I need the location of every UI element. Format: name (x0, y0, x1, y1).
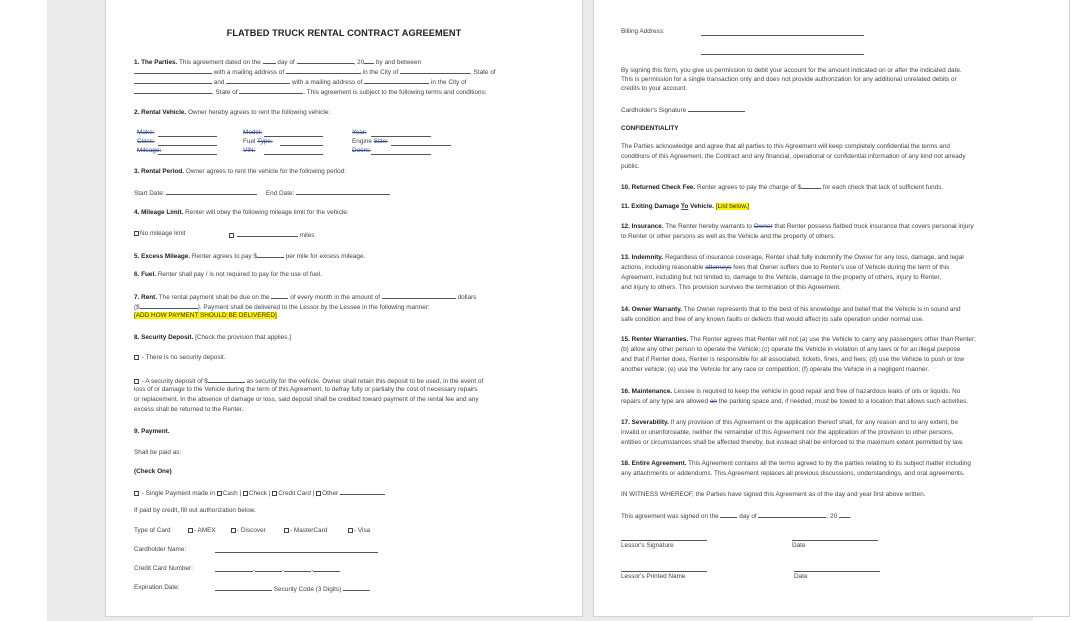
payment-single-line[interactable]: - Single Payment made in Cash | Check | Credit Card | Other (134, 487, 385, 499)
security-deposit-line: 8. Security Deposit. [Check the provision that applies.] (134, 334, 292, 341)
indemnity-line-1: 13. Indemnity. Regardless of insurance coverage, Renter shall fully indemnify the Owner for any loss, damage, and legal (621, 254, 964, 261)
auth-line-2: This is permission for a single transaction only and does not provide authorization for any additional unrelated debits or (621, 76, 957, 83)
indemnity-line-2: actions, including reasonable attorneys fees that Owner suffers due to Renter's use of Vehicle during the term of this (621, 264, 950, 271)
auth-line-3: credits to your account. (621, 85, 688, 92)
check-checkbox[interactable] (243, 491, 248, 496)
payment-paid-as: Shall be paid as: (134, 449, 182, 456)
indemnity-line-4: and injury to others. This provision survives the termination of this Agreement. (621, 284, 841, 291)
owner-warranty-line-1: 14. Owner Warranty. The Owner represents that to the best of his knowledge and belief that the Vehicle is in sound and (621, 306, 961, 313)
rent-line-2: ($ ). Payment shall be delivered to the Lessor by the Lessee in the following manner: (134, 301, 430, 313)
card-discover-option[interactable]: - Discover (231, 526, 266, 536)
renter-warranties-line-3: and that if Renter does, Renter is responsible for all associated, tickets, fines, and fees; (d) use the Vehicle to push or tow (621, 356, 965, 363)
auth-line-1: By signing this form, you give us permission to debit your account for the amount indicated on or after the indicated date. (621, 67, 962, 74)
card-mastercard-option[interactable]: - MasterCard (284, 526, 327, 536)
deposit-line-3: or replacement. In the absence of damage or loss, said deposit shall be credited toward payment of the rental fee and any (134, 396, 479, 403)
maintenance-line-2: repairs of any type are allowed on the parking space and, if needed, must be towed to a location that allows such activities. (621, 398, 969, 405)
mastercard-checkbox[interactable] (284, 528, 289, 533)
parties-line-4: , State of . This agreement is subject to the following terms and conditions: (134, 86, 487, 98)
deposit-none-checkbox[interactable] (134, 355, 139, 360)
card-type-line: Type of Card (134, 527, 171, 534)
visa-checkbox[interactable] (348, 528, 353, 533)
no-limit-checkbox[interactable] (134, 231, 139, 236)
severability-line-1: 17. Severability. If any provision of this Agreement or the application thereof shall, for any reason and to any extent, be (621, 419, 959, 426)
payment-credit-note: If paid by credit, fill out authorization below. (134, 507, 256, 514)
renter-warranties-line-1: 15. Renter Warranties. The Renter agrees that Renter will not (a) use the Vehicle to carry any passengers other than Renter; (621, 336, 976, 343)
date-field-1[interactable] (792, 533, 878, 541)
document-page-1 (105, 0, 583, 617)
amex-checkbox[interactable] (188, 528, 193, 533)
other-checkbox[interactable] (316, 491, 321, 496)
severability-line-3: entities or circumstances shall be affected thereby, but instead shall be enforced to the maximum extent permitted by law. (621, 439, 964, 446)
cc-number-field[interactable]: - - - (215, 564, 340, 576)
parties-line-1: 1. The Parties. This agreement dated on the day of , 20 by and between (134, 56, 421, 68)
date-field-2[interactable] (794, 564, 880, 572)
renter-warranties-line-4: another vehicle; (e) use the Vehicle for any race or competition; (f) operate the Vehicle in a negligent manner. (621, 366, 929, 373)
mileage-miles-option[interactable]: miles (229, 229, 314, 241)
expiration-security-line[interactable]: Security Code (3 Digits) (215, 583, 370, 595)
confidentiality-line-1: The Parties acknowledge and agree that all parties to this Agreement will keep completely confidential the terms and (621, 143, 950, 150)
maintenance-line-1: 16. Maintenance. Lessee is required to keep the vehicle in good repair and free of hazardous leaks of oils or liquids. No (621, 388, 961, 395)
deposit-line-2: loss of or damage to the Vehicle during the term of this Agreement, to defray fully or partially the cost of necessary repairs (134, 386, 478, 393)
parties-line-3: and with a mailing address of in the City of (134, 76, 466, 88)
lessor-signature-field[interactable] (621, 533, 707, 541)
rental-period-line: 3. Rental Period. Owner agrees to rent the vehicle for the following period: (134, 168, 347, 175)
billing-address-field-2[interactable] (701, 47, 864, 55)
deposit-line-4: excess shall be returned to the Renter. (134, 406, 244, 413)
cardholder-name-label: Cardholder Name: (134, 546, 187, 553)
rent-payment-placeholder: [ADD HOW PAYMENT SHOULD BE DELIVERED] (134, 312, 277, 319)
vehicle-fuel-type: Fuel Type: (243, 138, 273, 145)
deposit-amount-checkbox[interactable] (134, 379, 139, 384)
severability-line-2: invalid or unenforceable, neither the remainder of this Agreement nor the application of the provision to other persons, (621, 429, 954, 436)
fuel-line: 6. Fuel. Renter shall pay / is not required to pay for the use of fuel. (134, 271, 322, 278)
excess-mileage-line: 5. Excess Mileage. Renter agrees to pay $ per mile for excess mileage. (134, 250, 365, 262)
rent-line-1: 7. Rent. The rental payment shall be due on the of every month in the amount of dollars (134, 291, 476, 303)
cc-number-label: Credit Card Number: (134, 565, 193, 572)
card-amex-option[interactable]: - AMEX (188, 526, 216, 536)
vehicle-doors: Doors: (352, 147, 371, 154)
single-payment-checkbox[interactable] (134, 491, 139, 496)
credit-card-checkbox[interactable] (272, 491, 277, 496)
rental-period-dates: Start Date: End Date: (134, 187, 390, 199)
confidentiality-line-2: conditions of this Agreement, the Contract and any financial, operational or confidential information of any kind not already (621, 153, 966, 160)
renter-warranties-line-2: (b) allow any other person to operate the Vehicle; (c) operate the Vehicle in violation of any laws or for an illegal purpose (621, 346, 961, 353)
vehicle-make: Make: (137, 129, 155, 136)
insurance-line-1: 12. Insurance. The Renter hereby warrants to Owner that Renter possess flatbed truck insurance that covers personal injury (621, 223, 974, 230)
vehicle-mileage: Mileage: (137, 147, 162, 154)
vehicle-engine-size: Engine Size: (352, 138, 388, 145)
entire-agreement-line-1: 18. Entire Agreement. This Agreement contains all the terms agreed to by the parties relating to its subject matter including (621, 460, 971, 467)
entire-agreement-line-2: any attachments or addendums. This Agreement replaces all previous discussions, understandings, and oral agreements. (621, 470, 965, 477)
lessor-signature-label: Lessor's Signature (621, 542, 674, 549)
existing-damage-line: 11. Exiting Damage To Vehicle. [List below.] (621, 203, 750, 210)
payment-heading: 9. Payment. (134, 428, 170, 435)
vehicle-class: Class: (137, 138, 155, 145)
mileage-no-limit-option[interactable]: No mileage limit (134, 229, 185, 239)
deposit-none-option[interactable]: - There is no security deposit. (134, 353, 226, 363)
mileage-limit-line: 4. Mileage Limit. Renter will obey the following mileage limit for the vehicle: (134, 209, 349, 216)
returned-check-line: 10. Returned Check Fee. Renter agrees to pay the charge of $ for each check that lack of sufficient funds. (621, 181, 943, 193)
signed-on-line[interactable]: This agreement was signed on the day of , 20 . (621, 510, 852, 522)
discover-checkbox[interactable] (231, 528, 236, 533)
document-page-2 (593, 0, 1070, 617)
lessor-printed-name-field[interactable] (621, 564, 707, 572)
payment-check-one: (Check One) (134, 468, 172, 475)
document-canvas (47, 0, 1033, 621)
list-below-highlight: [List below.] (715, 203, 750, 210)
parties-line-2: with a mailing address of in the City of , State of (134, 66, 496, 78)
billing-address-label: Billing Address: (621, 28, 665, 35)
indemnity-line-3: Agreement, including but not limited to, damage to the Vehicle, damage to the property of others, injury to Renter, (621, 274, 942, 281)
page-title: FLATBED TRUCK RENTAL CONTRACT AGREEMENT (226, 28, 462, 38)
owner-warranty-line-2: safe condition and free of any known faults or defects that would affect its safe operation under normal use. (621, 316, 924, 323)
parties-heading: 1. The Parties. (134, 59, 178, 66)
vehicle-model: Model: (243, 129, 263, 136)
cardholder-signature-line[interactable]: Cardholder's Signature (621, 104, 745, 116)
expiration-label: Expiration Date: (134, 584, 180, 591)
card-visa-option[interactable]: - Visa (348, 526, 370, 536)
lessor-printed-name-label: Lessor's Printed Name (621, 573, 686, 580)
vehicle-year: Year: (352, 129, 367, 136)
vehicle-vin: VIN: (243, 147, 256, 154)
cash-checkbox[interactable] (217, 491, 222, 496)
witness-line: IN WITNESS WHEREOF, the Parties have signed this Agreement as of the day and year first above written. (621, 491, 926, 498)
miles-checkbox[interactable] (229, 233, 234, 238)
confidentiality-line-3: public. (621, 163, 640, 170)
confidentiality-heading: CONFIDENTIALITY (621, 125, 679, 132)
insurance-line-2: to Renter or other persons as well as the Vehicle and the property of others. (621, 233, 836, 240)
billing-address-field-1[interactable] (701, 28, 864, 36)
cardholder-name-field[interactable] (215, 545, 378, 553)
deposit-amount-line-1[interactable]: - A security deposit of $ as security for the vehicle. Owner shall retain this deposit to be used, in the event of (134, 375, 483, 387)
date-label-1: Date (792, 542, 806, 549)
rental-vehicle-line: 2. Rental Vehicle. Owner hereby agrees to rent the following vehicle: (134, 109, 331, 116)
date-label-2: Date (794, 573, 808, 580)
